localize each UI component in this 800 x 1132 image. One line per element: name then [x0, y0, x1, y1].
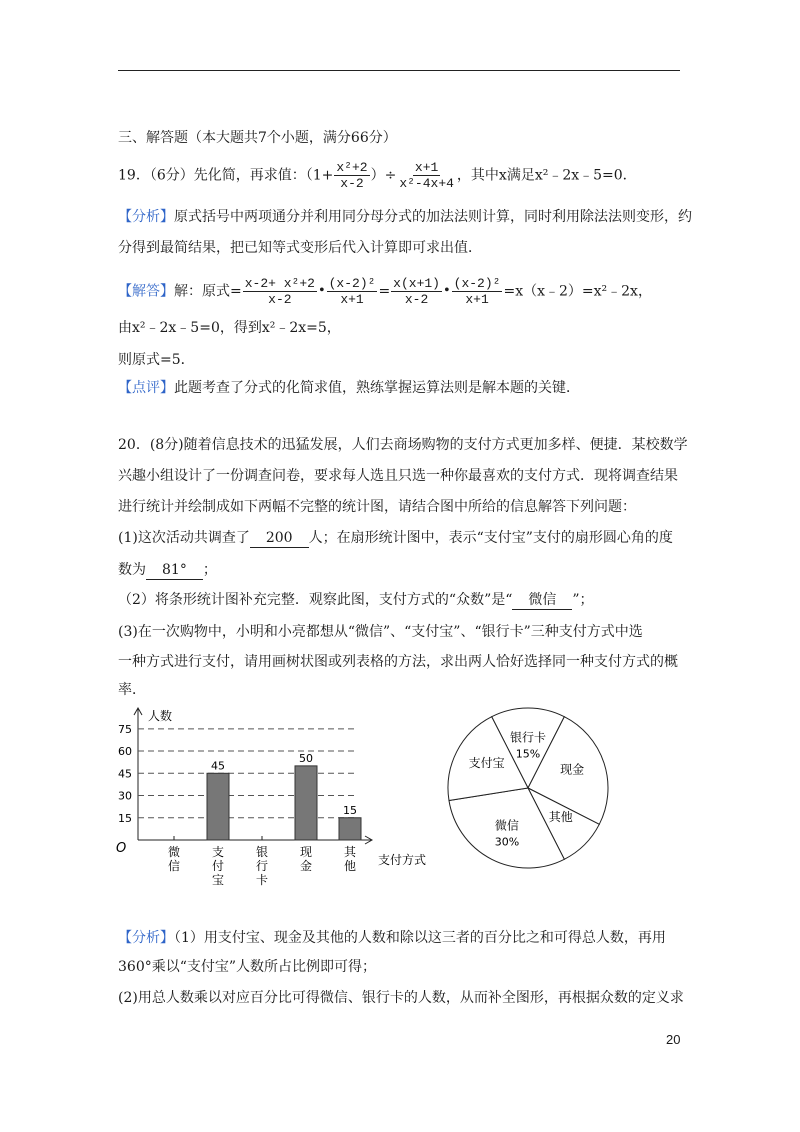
answer-fraction-2 — [327, 276, 378, 307]
x-axis-label: 支付方式 — [378, 853, 427, 867]
q19-fraction-2 — [397, 160, 456, 191]
analysis-text: 原式括号中两项通分并利用同分母分式的加法法则计算，同时利用除法法则变形，约 — [174, 209, 692, 225]
bar-data-label: 50 — [299, 751, 313, 765]
statistics-charts — [108, 700, 708, 910]
q19-analysis-line-2: 分得到最简结果，把已知等式变形后代入计算即可求出值． — [118, 240, 482, 256]
q20-analysis-line-3: (2)用总人数乘以对应百分比可得微信、银行卡的人数，从而补全图形，再根据众数的定义求 — [118, 990, 684, 1006]
q19-analysis-line-1 — [118, 207, 692, 227]
q20-sub-2 — [118, 590, 594, 610]
fraction-denominator: x+1 — [340, 292, 364, 307]
y-axis-label: 人数 — [148, 709, 173, 723]
page-number: 20 — [666, 1032, 681, 1047]
fraction-numerator: x-2+ x²+2 — [244, 276, 315, 291]
answer-blank-1: 200 — [250, 530, 309, 548]
answer-tag: 【解答】 — [118, 283, 174, 300]
x-tick-label: 金 — [299, 859, 313, 873]
comment-tag: 【点评】 — [118, 380, 174, 396]
pie-percent-label: 15% — [515, 747, 541, 761]
sub-text: 数为 — [118, 562, 146, 578]
q19-step-3: 则原式=5． — [118, 352, 195, 368]
section-heading: 三、解答题（本大题共7个小题，满分66分） — [118, 130, 397, 146]
q20-analysis-line-1 — [118, 928, 666, 948]
q20-sub-1-cont — [118, 560, 217, 580]
q19-tail: ，其中x满足x²﹣2x﹣5=0． — [456, 167, 637, 184]
sub-text: （2）将条形统计图补充完整．观察此图，支付方式的“众数”是“ — [118, 592, 513, 608]
x-tick-label: 行 — [255, 859, 269, 873]
q20-sub-3-line-3: 率． — [118, 682, 146, 698]
q20-paragraph-3: 进行统计并绘制成如下两幅不完整的统计图，请结合图中所给的信息解答下列问题： — [118, 499, 636, 515]
sub-text: ”； — [572, 592, 594, 608]
q19-step-2: 由x²﹣2x﹣5=0，得到x²﹣2x=5， — [118, 320, 341, 336]
fraction-numerator: (x-2)² — [328, 276, 376, 291]
x-tick-label: 微 — [167, 845, 181, 859]
q20-analysis-line-2: 360°乘以“支付宝”人数所占比例即可得； — [118, 959, 377, 975]
multiply-dot: • — [442, 283, 451, 299]
q20-sub-3-line-2: 一种方式进行支付，请用画树状图或列表格的方法，求出两人恰好选择同一种支付方式的概 — [118, 654, 678, 670]
sub-text: 人；在扇形统计图中，表示“支付宝”支付的扇形圆心角的度 — [308, 530, 673, 546]
x-tick-label: 付 — [211, 859, 225, 873]
fraction-numerator: x+1 — [414, 160, 439, 175]
bar-支付宝 — [207, 773, 229, 840]
x-tick-label: 他 — [343, 859, 357, 873]
bar-data-label: 15 — [343, 803, 357, 817]
pie-label: 其他 — [548, 809, 573, 824]
x-tick-label: 信 — [167, 859, 181, 873]
q19-statement — [118, 160, 637, 191]
y-tick-label: 45 — [118, 767, 132, 781]
bar-其他 — [339, 818, 361, 840]
y-tick-label: 60 — [118, 745, 132, 759]
pie-label: 支付宝 — [468, 755, 505, 770]
pie-percent-label: 30% — [494, 835, 520, 849]
comment-text: 此题考查了分式的化简求值，熟练掌握运算法则是解本题的关键． — [174, 380, 580, 396]
q20-paragraph-1: 20．(8分)随着信息技术的迅猛发展，人们去商场购物的支付方式更加多样、便捷．某校数学 — [118, 437, 688, 453]
q20-paragraph-2: 兴趣小组设计了一份调查问卷，要求每人选且只选一种你最喜欢的支付方式．现将调查结果 — [118, 468, 678, 484]
answer-blank-3: 微信 — [512, 592, 572, 610]
answer-tail: =x（x﹣2）=x²﹣2x， — [503, 283, 652, 300]
header-rule — [118, 70, 680, 71]
q20-sub-1 — [118, 528, 673, 548]
q19-comment — [118, 378, 580, 398]
fraction-denominator: x-2 — [404, 292, 429, 307]
q20-sub-3-line-1: (3)在一次购物中，小明和小亮都想从“微信”、“支付宝”、“银行卡”三种支付方式中选 — [118, 624, 643, 640]
pie-label: 微信 — [494, 818, 519, 833]
fraction-denominator: x+1 — [465, 292, 489, 307]
q19-lead: 19．（6分）先化简，再求值：（1+ — [118, 167, 334, 184]
fraction-denominator: x-2 — [268, 292, 292, 307]
bar-data-label: 45 — [211, 759, 225, 773]
q19-divide: ）÷ — [370, 167, 397, 184]
fraction-numerator: x(x+1) — [393, 276, 440, 291]
pie-label: 银行卡 — [509, 730, 547, 745]
pie-label: 现金 — [560, 762, 585, 777]
fraction-denominator: x²-4x+4 — [399, 176, 454, 191]
analysis-text: （1）用支付宝、现金及其他的人数和除以这三者的百分比之和可得总人数，再用 — [174, 930, 666, 946]
bar-现金 — [295, 766, 317, 840]
answer-fraction-4 — [452, 276, 503, 307]
answer-lead: 解：原式= — [174, 283, 242, 300]
y-tick-label: 15 — [118, 811, 132, 825]
answer-blank-2: 81° — [146, 562, 203, 580]
y-tick-label: 75 — [118, 722, 132, 736]
x-tick-label: 卡 — [255, 873, 269, 887]
answer-fraction-3 — [391, 276, 442, 307]
sub-text: (1)这次活动共调查了 — [118, 530, 250, 546]
equals-sign: = — [378, 283, 391, 300]
origin-label: O — [116, 841, 127, 856]
x-tick-label: 支 — [211, 845, 225, 859]
answer-fraction-1 — [243, 276, 317, 307]
multiply-dot: • — [317, 283, 326, 299]
fraction-numerator: x²+2 — [336, 160, 368, 175]
analysis-tag: 【分析】 — [118, 930, 174, 946]
analysis-tag: 【分析】 — [118, 209, 174, 225]
y-tick-label: 30 — [118, 789, 132, 803]
sub-text: ； — [202, 562, 217, 578]
q19-answer — [118, 276, 652, 307]
fraction-numerator: (x-2)² — [453, 276, 501, 291]
x-tick-label: 现 — [299, 845, 313, 859]
x-tick-label: 其 — [343, 845, 357, 859]
q20-figure — [108, 700, 708, 910]
fraction-denominator: x-2 — [340, 176, 364, 191]
q19-fraction-1 — [334, 160, 369, 191]
x-tick-label: 宝 — [211, 873, 225, 887]
x-tick-label: 银 — [255, 845, 269, 859]
